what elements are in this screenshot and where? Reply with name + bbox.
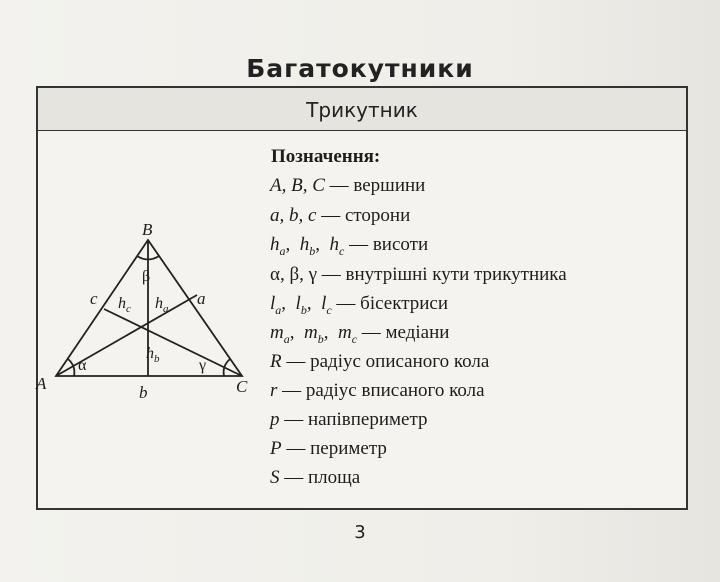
page-number: 3	[354, 522, 366, 543]
legend-desc: — вершини	[329, 175, 426, 196]
section-header: Трикутник	[38, 88, 686, 131]
legend-heading: Позначення:	[271, 146, 381, 167]
triangle-card	[36, 86, 688, 510]
legend-item-perimeter	[270, 438, 387, 460]
legend-desc: — висоти	[349, 234, 429, 255]
legend-symbols: p	[270, 409, 280, 430]
legend-desc: — внутрішні кути трикутника	[321, 264, 567, 285]
side-label-a: a	[197, 289, 206, 308]
legend-symbol-mb: $m_b$	[303, 322, 324, 346]
vertex-label-a: A	[36, 374, 47, 393]
legend-desc: — радіус вписаного кола	[282, 380, 485, 401]
legend-symbol-lb: $l_b$	[295, 293, 307, 317]
legend-item-bisectors: $l_a$, $l_b$, $l_c$ — бісектриси	[270, 293, 449, 317]
legend-item-sides	[270, 205, 410, 227]
legend-desc: — сторони	[321, 205, 411, 226]
legend-item-inradius	[270, 380, 485, 402]
legend-item-circumradius	[270, 351, 489, 373]
legend-item-area	[270, 467, 360, 489]
legend-symbols: r	[270, 380, 278, 401]
height-label-ha: $h_a$	[155, 295, 169, 315]
legend-symbols: R	[270, 351, 282, 372]
legend-symbols: S	[270, 467, 280, 488]
height-label-hb: $h_b$	[146, 345, 160, 365]
legend-symbols: α, β, γ	[270, 264, 318, 285]
legend-symbols: P	[270, 438, 282, 459]
legend-desc: — радіус описаного кола	[286, 351, 490, 372]
side-label-c: c	[90, 289, 98, 308]
legend-desc: — площа	[284, 467, 361, 488]
triangle-diagram	[38, 88, 278, 418]
height-hc-line	[104, 309, 242, 376]
legend-desc: — бісектриси	[336, 293, 449, 314]
legend-symbol-la: $l_a$	[270, 293, 282, 317]
legend-symbol-hb: $h_b$	[299, 234, 316, 258]
legend-symbol-ma: $m_a$	[270, 322, 290, 346]
legend-symbol-lc: $l_c$	[321, 293, 332, 317]
angle-label-beta: β	[142, 268, 151, 285]
angle-gamma-arc	[224, 359, 230, 376]
legend-desc: — напівпериметр	[284, 409, 428, 430]
vertex-label-c: C	[236, 377, 248, 396]
angle-label-gamma: γ	[199, 357, 207, 374]
legend-item-angles	[270, 264, 567, 286]
legend-item-medians: $m_a$, $m_b$, $m_c$ — медіани	[270, 322, 450, 346]
legend-symbols: A, B, C	[270, 175, 325, 196]
legend-symbol-ha: $h_a$	[270, 234, 286, 258]
page-title: Багатокутники	[246, 54, 474, 83]
height-label-hc: $h_c$	[118, 295, 131, 315]
legend-desc: — периметр	[286, 438, 387, 459]
legend-symbols: a, b, c	[270, 205, 317, 226]
angle-label-alpha: α	[78, 357, 87, 374]
legend-item-semiperimeter	[270, 409, 428, 431]
legend-item-vertices	[270, 175, 425, 197]
side-label-b: b	[139, 383, 148, 402]
vertex-label-b: B	[142, 220, 153, 239]
legend-item-heights: $h_a$, $h_b$, $h_c$ — висоти	[270, 234, 429, 258]
legend-desc: — медіани	[361, 322, 450, 343]
legend-symbol-mc: $m_c$	[337, 322, 358, 346]
legend-symbol-hc: $h_c$	[329, 234, 345, 258]
